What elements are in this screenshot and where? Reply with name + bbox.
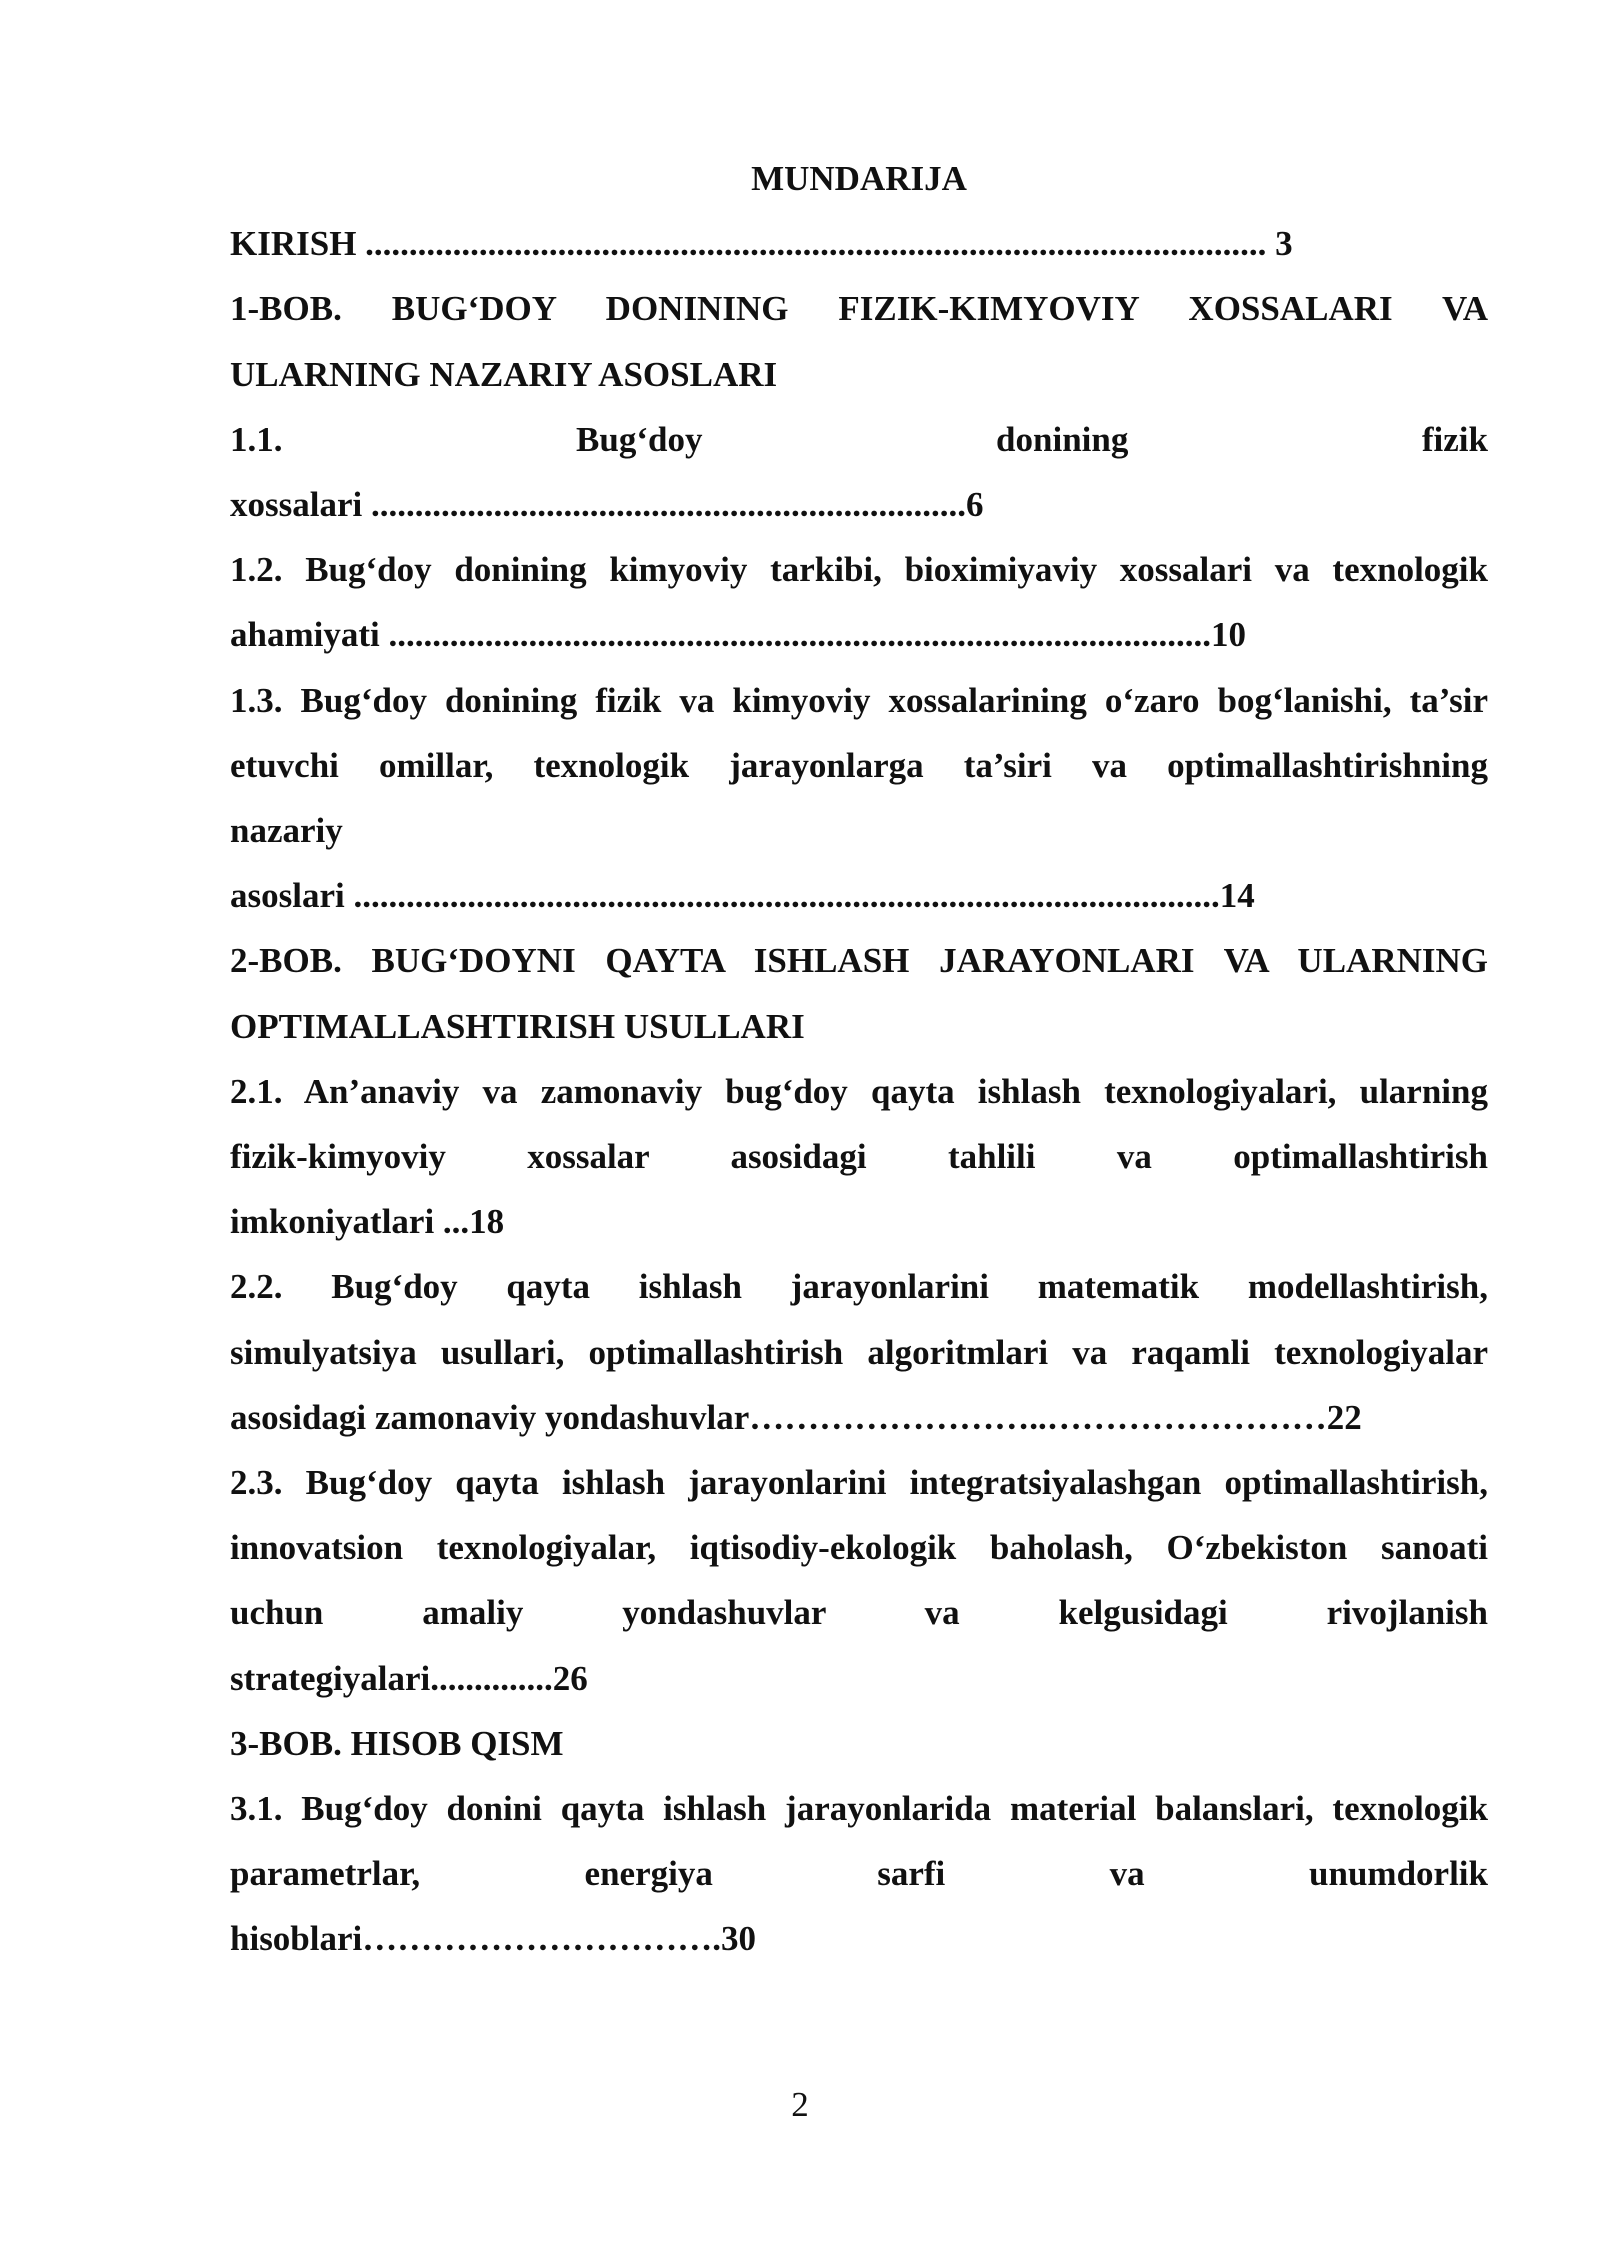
toc-entry-section-1-3-line-3: nazariy — [230, 811, 343, 851]
toc-entry-section-2-3-line-3: uchun amaliy yondashuvlar va kelgusidagi rivojlanish — [230, 1593, 1488, 1633]
toc-entry-section-3-1-line-1: 3.1. Bug‘doy donini qayta ishlash jarayonlarida material balanslari, texnologik — [230, 1789, 1488, 1829]
toc-entry-section-1-1-line-2: xossalari ....................................................................6 — [230, 485, 984, 525]
toc-entry-section-1-3 — [230, 668, 1488, 929]
toc-entry-chapter-2-line-1: 2-BOB. BUG‘DOYNI QAYTA ISHLASH JARAYONLARI VA ULARNING — [230, 941, 1488, 981]
toc-title: MUNDARIJA — [751, 159, 967, 198]
toc-entry-chapter-2-line-2: OPTIMALLASHTIRISH USULLARI — [230, 1006, 805, 1046]
toc-entry-chapter-3 — [230, 1711, 1488, 1776]
toc-entry-section-2-1-line-3: imkoniyatlari ...18 — [230, 1202, 505, 1242]
toc-entry-chapter-1 — [230, 276, 1488, 406]
toc-entry-section-1-1-line-1: 1.1. Bug‘doy donining fizik — [230, 419, 1488, 459]
toc-entry-chapter-3-line-1: 3-BOB. HISOB QISM — [230, 1723, 564, 1763]
toc-entry-section-3-1-line-3: hisoblari………………………….30 — [230, 1919, 757, 1959]
toc-entry-section-2-3-line-1: 2.3. Bug‘doy qayta ishlash jarayonlarini integratsiyalashgan optimallashtirish, — [230, 1463, 1488, 1503]
toc-entry-section-3-1 — [230, 1776, 1488, 1972]
toc-entry-section-2-1 — [230, 1059, 1488, 1255]
toc-entry-kirish-text: KIRISH ....................................................................................................... 3 — [230, 224, 1293, 264]
toc-entry-section-2-2-line-2: simulyatsiya usullari, optimallashtirish algoritmlari va raqamli texnologiyalar — [230, 1332, 1488, 1372]
toc-entry-chapter-1-line-1: 1-BOB. BUG‘DOY DONINING FIZIK-KIMYOVIY XOSSALARI VA — [230, 289, 1488, 329]
toc-entry-section-1-2 — [230, 537, 1488, 667]
toc-entry-chapter-2 — [230, 928, 1488, 1058]
toc-entry-section-1-2-line-2: ahamiyati ..............................................................................................10 — [230, 615, 1246, 655]
toc-entry-section-2-3-line-4: strategiyalari..............26 — [230, 1658, 588, 1698]
toc-entry-section-2-2-line-3: asosidagi zamonaviy yondashuvlar……………………..……………………22 — [230, 1397, 1362, 1437]
toc-entry-section-2-2 — [230, 1254, 1488, 1450]
toc-entry-section-2-2-line-1: 2.2. Bug‘doy qayta ishlash jarayonlarini matematik modellashtirish, — [230, 1267, 1488, 1307]
toc-entry-section-3-1-line-2: parametrlar, energiya sarfi va unumdorlik — [230, 1854, 1488, 1894]
toc-entry-chapter-1-line-2: ULARNING NAZARIY ASOSLARI — [230, 354, 778, 394]
toc-entry-kirish — [230, 211, 1488, 276]
toc-entry-section-1-1 — [230, 407, 1488, 537]
toc-entry-section-2-3-line-2: innovatsion texnologiyalar, iqtisodiy-ekologik baholash, O‘zbekiston sanoati — [230, 1528, 1488, 1568]
toc-entry-section-2-1-line-2: fizik-kimyoviy xossalar asosidagi tahlili va optimallashtirish — [230, 1137, 1488, 1177]
table-of-contents — [230, 146, 1488, 1972]
toc-entry-section-2-1-line-1: 2.1. An’anaviy va zamonaviy bug‘doy qayta ishlash texnologiyalari, ularning — [230, 1071, 1488, 1111]
toc-entry-section-1-2-line-1: 1.2. Bug‘doy donining kimyoviy tarkibi, bioximiyaviy xossalari va texnologik — [230, 550, 1488, 590]
toc-entry-section-1-3-line-2: etuvchi omillar, texnologik jarayonlarga ta’siri va optimallashtirishning — [230, 745, 1488, 785]
page-number: 2 — [791, 2085, 809, 2124]
toc-entry-section-1-3-line-4: asoslari ...................................................................................................14 — [230, 876, 1255, 916]
toc-entry-section-2-3 — [230, 1450, 1488, 1711]
toc-entry-section-1-3-line-1: 1.3. Bug‘doy donining fizik va kimyoviy xossalarining o‘zaro bog‘lanishi, ta’sir — [230, 680, 1488, 720]
